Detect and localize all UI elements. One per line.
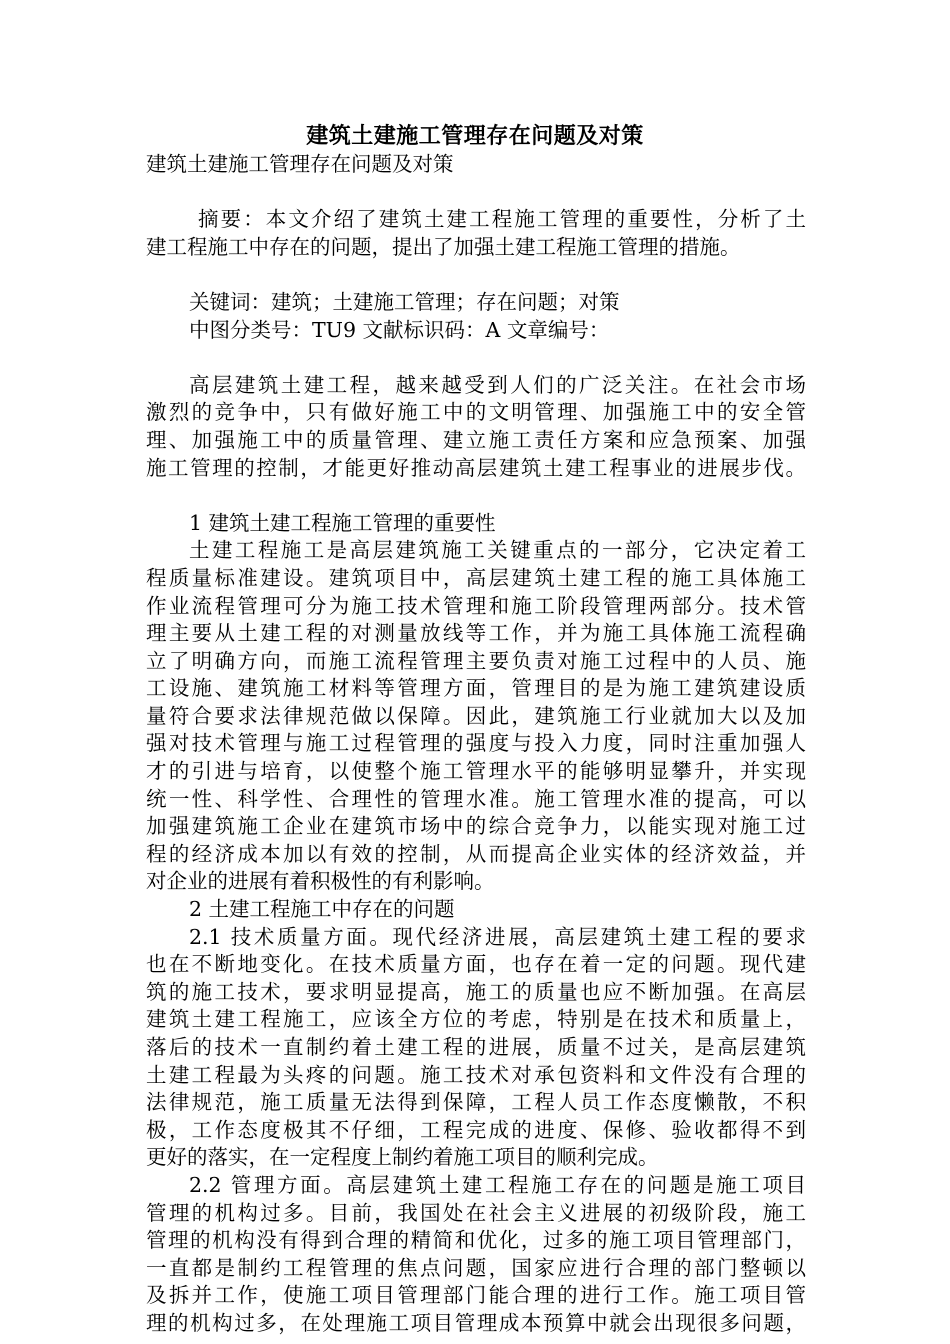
document-body <box>146 151 806 1338</box>
paragraph-line: 强对技术管理与施工过程管理的强度与投入力度，同时注重加强人 <box>146 731 806 756</box>
keywords: 关键词：建筑；土建施工管理；存在问题；对策 <box>189 289 620 314</box>
paragraph-line: 也在不断地变化。在技术质量方面，也存在着一定的问题。现代建 <box>146 952 806 977</box>
paragraph-line: 落后的技术一直制约着土建工程的进展，质量不过关，是高层建筑 <box>146 1035 806 1059</box>
abstract-line: 摘要：本文介绍了建筑土建工程施工管理的重要性，分析了土 <box>198 207 806 232</box>
paragraph-line: 管理的机构过多。目前，我国处在社会主义进展的初级阶段，施工 <box>146 1200 806 1225</box>
paragraph-line: 高层建筑土建工程，越来越受到人们的广泛关注。在社会市场 <box>189 372 806 397</box>
section-heading: 2 土建工程施工中存在的问题 <box>189 897 455 922</box>
paragraph-line: 工设施、建筑施工材料等管理方面，管理目的是为施工建筑建设质 <box>146 676 806 701</box>
paragraph-line: 加强建筑施工企业在建筑市场中的综合竞争力，以能实现对施工过 <box>146 814 806 839</box>
paragraph-line: 程的经济成本加以有效的控制，从而提高企业实体的经济效益，并 <box>146 841 806 866</box>
paragraph-line: 理的机构过多，在处理施工项目管理成本预算中就会出现很多问题， <box>146 1310 806 1335</box>
section-heading: 1 建筑土建工程施工管理的重要性 <box>189 510 496 535</box>
paragraph-line: 激烈的竞争中，只有做好施工中的文明管理、加强施工中的安全管 <box>146 400 806 425</box>
document-subtitle: 建筑土建施工管理存在问题及对策 <box>146 152 454 176</box>
paragraph-line: 管理的机构没有得到合理的精简和优化，过多的施工项目管理部门， <box>146 1228 806 1253</box>
paragraph-line: 作业流程管理可分为施工技术管理和施工阶段管理两部分。技术管 <box>146 593 806 618</box>
intro-paragraph <box>146 372 806 482</box>
paragraph-line: 土建工程最为头疼的问题。施工技术对承包资料和文件没有合理的 <box>146 1062 806 1087</box>
paragraph-line: 2.2 管理方面。高层建筑土建工程施工存在的问题是施工项目 <box>189 1172 806 1197</box>
spacer <box>146 179 806 207</box>
abstract-line: 建工程施工中存在的问题，提出了加强土建工程施工管理的措施。 <box>146 234 741 259</box>
paragraph-line: 才的引进与培育，以使整个施工管理水平的能够明显攀升，并实现 <box>146 759 806 784</box>
section2-1-paragraph <box>146 924 806 1172</box>
section1-paragraph <box>146 537 806 896</box>
paragraph-line: 一直都是制约工程管理的焦点问题，国家应进行合理的部门整顿以 <box>146 1255 806 1280</box>
paragraph-line: 筑的施工技术，要求明显提高，施工的质量也应不断加强。在高层 <box>146 979 806 1004</box>
paragraph-line: 立了明确方向，而施工流程管理主要负责对施工过程中的人员、施 <box>146 648 806 673</box>
paragraph-line: 量符合要求法律规范做以保障。因此，建筑施工行业就加大以及加 <box>146 703 806 728</box>
spacer <box>146 344 806 372</box>
paragraph-line: 极，工作态度极其不仔细，工程完成的进度、保修、验收都得不到 <box>146 1117 806 1142</box>
paragraph-line: 2.1 技术质量方面。现代经济进展，高层建筑土建工程的要求 <box>189 924 806 949</box>
section2-2-paragraph <box>146 1172 806 1338</box>
spacer <box>146 482 806 510</box>
paragraph-line: 理、加强施工中的质量管理、建立施工责任方案和应急预案、加强 <box>146 427 806 452</box>
document-title: 建筑土建施工管理存在问题及对策 <box>306 123 644 149</box>
paragraph-line: 施工管理的控制，才能更好推动高层建筑土建工程事业的进展步伐。 <box>146 455 806 480</box>
abstract <box>146 206 806 261</box>
paragraph-line: 建筑土建工程施工，应该全方位的考虑，特别是在技术和质量上， <box>146 1007 806 1032</box>
paragraph-line: 土建工程施工是高层建筑施工关键重点的一部分，它决定着工 <box>189 538 806 563</box>
spacer <box>146 261 806 289</box>
paragraph-line: 统一性、科学性、合理性的管理水准。施工管理水准的提高，可以 <box>146 786 806 811</box>
paragraph-line: 理主要从土建工程的对测量放线等工作，并为施工具体施工流程确 <box>146 621 806 646</box>
paragraph-line: 及拆并工作，使施工项目管理部门能合理的进行工作。施工项目管 <box>146 1283 806 1308</box>
paragraph-line: 更好的落实，在一定程度上制约着施工项目的顺利完成。 <box>146 1145 659 1170</box>
classification: 中图分类号：TU9 文献标识码：A 文章编号： <box>189 317 610 342</box>
paragraph-line: 程质量标准建设。建筑项目中，高层建筑土建工程的施工具体施工 <box>146 565 806 590</box>
paragraph-line: 对企业的进展有着积极性的有利影响。 <box>146 869 495 894</box>
paragraph-line: 法律规范，施工质量无法得到保障，工程人员工作态度懒散，不积 <box>146 1090 806 1115</box>
